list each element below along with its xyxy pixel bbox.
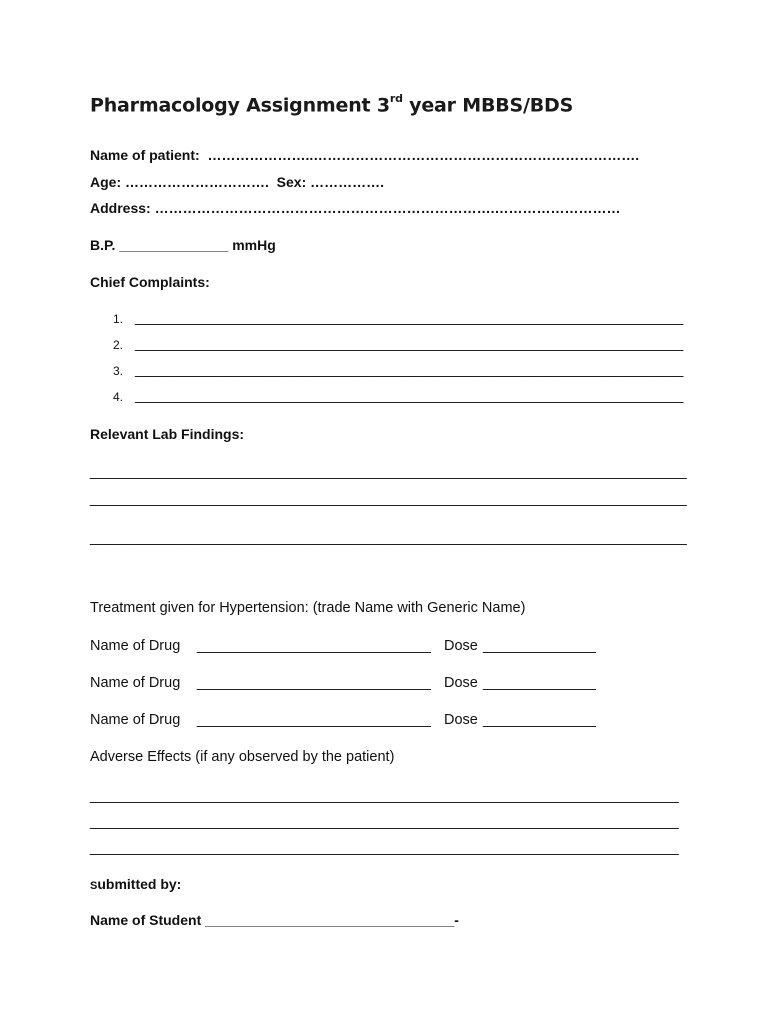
drug-line: _____________________________ [197, 675, 431, 691]
title-main: Pharmacology Assignment 3 [90, 94, 390, 117]
bp-field: B.P. ______________ mmHg [90, 237, 276, 253]
chief-complaints-heading: Chief Complaints: [90, 274, 210, 290]
drug-line: _____________________________ [197, 638, 431, 654]
dose-line: ______________ [483, 712, 596, 728]
complaint-line: ____________________________________________________________________ [135, 336, 684, 352]
complaint-number: 2. [113, 338, 124, 352]
adverse-effects-line: _________________________________________________________________________ [90, 788, 679, 804]
treatment-heading: Treatment given for Hypertension: (trade Name with Generic Name) [90, 600, 526, 616]
dose-line: ______________ [483, 675, 596, 691]
drug-label: Name of Drug [90, 638, 181, 654]
patient-name-field: Name of patient: …………………..……………………………………………………………. [90, 147, 640, 163]
page-title [90, 94, 573, 116]
adverse-effects-line: _________________________________________________________________________ [90, 840, 679, 856]
address-field: Address: ……………………………………………………………….……………………… [90, 200, 621, 216]
submitted-by-label [90, 876, 181, 892]
age-sex-field: Age: …………………………. Sex: ……………. [90, 174, 385, 190]
lab-findings-line: __________________________________________________________________________ [90, 530, 687, 546]
dose-label: Dose [444, 638, 478, 654]
dose-line: ______________ [483, 638, 596, 654]
submitted-rest: ubmitted by: [97, 876, 182, 892]
dose-label: Dose [444, 712, 478, 728]
dose-label: Dose [444, 675, 478, 691]
adverse-effects-heading: Adverse Effects (if any observed by the patient) [90, 749, 395, 765]
complaint-number: 4. [113, 390, 124, 404]
drug-label: Name of Drug [90, 675, 181, 691]
title-superscript: rd [389, 92, 403, 105]
drug-line: _____________________________ [197, 712, 431, 728]
lab-findings-heading: Relevant Lab Findings: [90, 426, 245, 442]
lab-findings-line: __________________________________________________________________________ [90, 491, 687, 507]
submitted-first-letter: S [90, 880, 98, 892]
complaint-number: 1. [113, 312, 124, 326]
complaint-line: ____________________________________________________________________ [135, 388, 684, 404]
complaint-line: ____________________________________________________________________ [135, 310, 684, 326]
complaint-number: 3. [113, 364, 124, 378]
title-rest: year MBBS/BDS [402, 94, 574, 117]
drug-label: Name of Drug [90, 712, 181, 728]
student-name-field: Name of Student ________________________________- [90, 912, 459, 928]
complaint-line: ____________________________________________________________________ [135, 362, 684, 378]
adverse-effects-line: _________________________________________________________________________ [90, 814, 679, 830]
lab-findings-line: __________________________________________________________________________ [90, 464, 687, 480]
